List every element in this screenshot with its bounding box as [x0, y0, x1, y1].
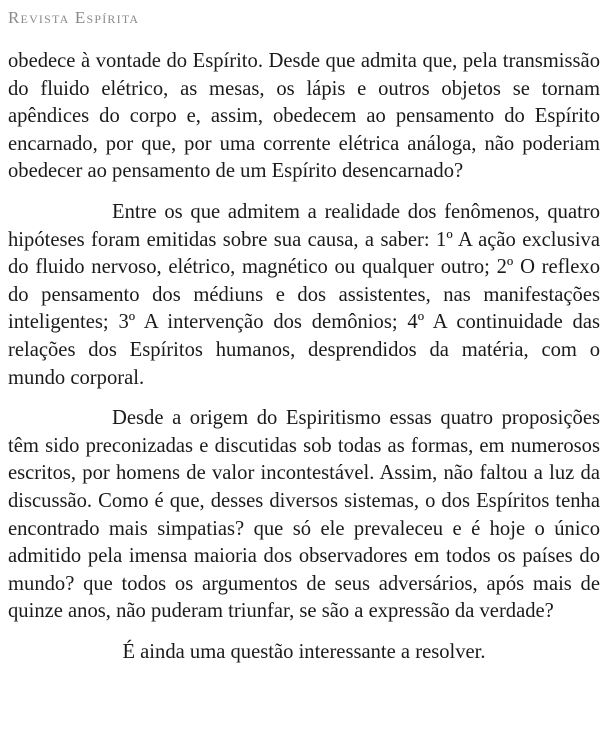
running-header: Revista Espírita — [8, 8, 140, 27]
paragraph-origin: Desde a origem do Espiritismo essas quatro proposições têm sido preconizadas e discutidas sob todas as formas, em numerosos escritos, por homens de valor incontestável. Assim, não faltou a luz da discussão. Como é que, desses diversos sistemas, o dos Espíritos tenha encontrado mais simpatias? que só ele prevaleceu e é hoje o único admitido pela imensa maioria dos observadores em todos os países do mundo? que todos os argumentos de seus adversários, após mais de quinze anos, não puderam triunfar, se são a expressão da verdade? — [8, 407, 600, 623]
paragraph-continuation: obedece à vontade do Espírito. Desde que admita que, pela transmissão do fluido elétrico, as mesas, os lápis e outros objetos se tornam apêndices do corpo e, assim, obedecem ao pensamento do Espírito encarnado, por que, por uma corrente elétrica análoga, não poderiam obedecer ao pensamento de um Espírito desencarnado? — [8, 50, 600, 183]
paragraph-hypotheses: Entre os que admitem a realidade dos fenômenos, quatro hipóteses foram emitidas sobre sua causa, a saber: 1º A ação exclusiva do fluido nervoso, elétrico, magnético ou qualquer outro; 2º O reflexo do pensamento dos médiuns e dos assistentes, nas manifestações inteligentes; 3º A intervenção dos demônios; 4º A continuidade das relações dos Espíritos humanos, desprendidos da matéria, com o mundo corporal. — [8, 200, 600, 389]
page-body — [8, 48, 600, 666]
paragraph-closing: É ainda uma questão interessante a resolver. — [122, 640, 486, 663]
